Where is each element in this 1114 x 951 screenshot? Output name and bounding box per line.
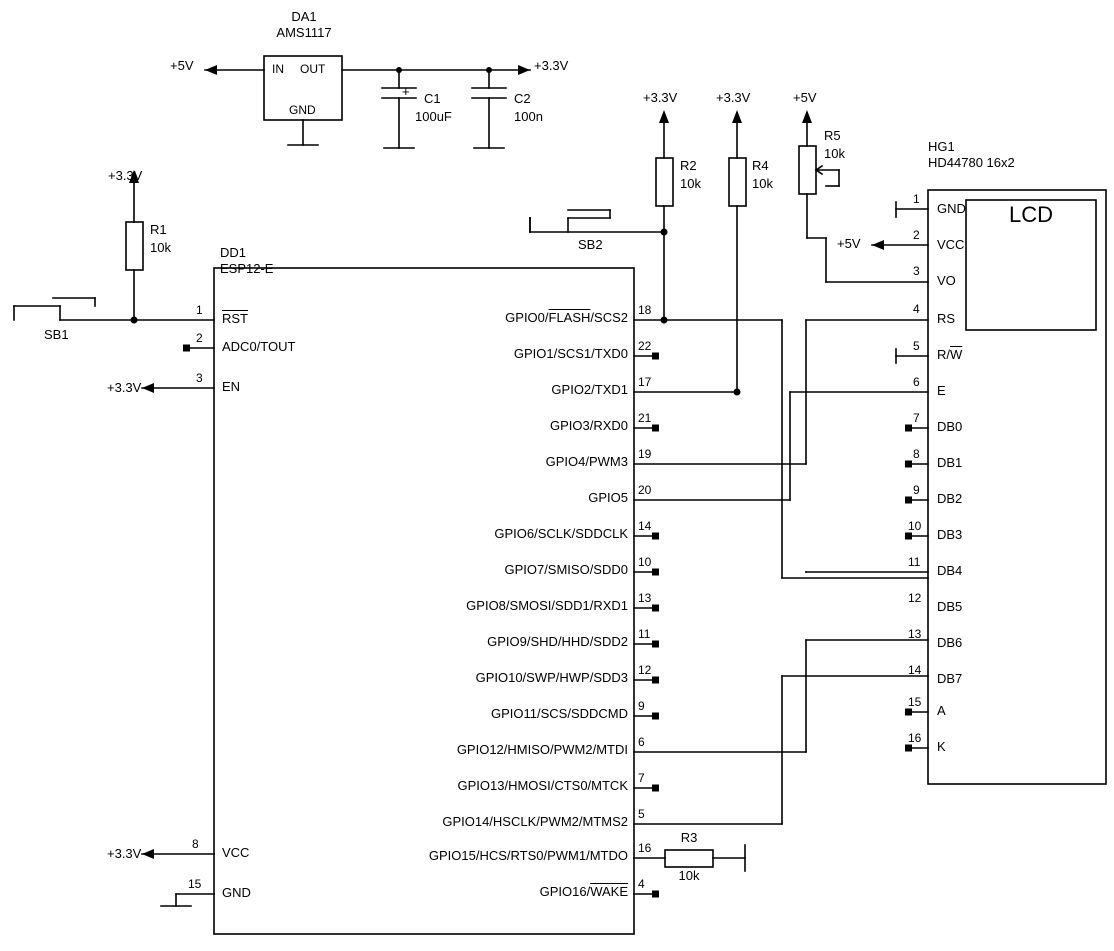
mcu-right-pin-num-13: 13 [638, 591, 652, 605]
lcd-pin-name-db0: DB0 [937, 419, 963, 434]
mcu-left-pin-name-adc0: ADC0/TOUT [222, 339, 296, 354]
mcu-right-pin-num-4: 4 [638, 877, 645, 891]
mcu-right-pin-name-gpio2: GPIO2/TXD1 [551, 382, 628, 397]
power-label-33v-r2: +3.3V [643, 90, 678, 105]
lcd-pin-num-7: 7 [913, 411, 920, 425]
lcd-pin-num-15: 15 [908, 695, 922, 709]
lcd-pin-num-1: 1 [913, 192, 920, 206]
lcd-screen-label: LCD [1008, 202, 1053, 227]
lcd-pin-name-a: A [937, 703, 946, 718]
mcu-right-pin-name-gpio13: GPIO13/HMOSI/CTS0/MTCK [457, 778, 628, 793]
mcu-right-pin-name-gpio7: GPIO7/SMISO/SDD0 [504, 562, 628, 577]
mcu-left-pin-name-rst: $\overline{RST}$ [222, 311, 248, 326]
dd1-part: ESP12-E [220, 261, 274, 276]
mcu-right-pin-name-gpio5: GPIO5 [588, 490, 628, 505]
lcd-pin-name-k: K [937, 739, 946, 754]
mcu-right-pin-name-gpio10: GPIO10/SWP/HWP/SDD3 [475, 670, 628, 685]
lcd-pin-num-14: 14 [908, 663, 922, 677]
r3-value: 10k [678, 868, 700, 883]
lcd-pin-num-10: 10 [908, 519, 922, 533]
mcu-right-pin-name-gpio11: GPIO11/SCS/SDDCMD [490, 706, 628, 721]
lcd-pin-name-db2: DB2 [937, 491, 963, 506]
r3-ref: R3 [680, 830, 698, 845]
mcu-right-pin-name-gpio14: GPIO14/HSCLK/PWM2/MTMS2 [442, 814, 628, 829]
mcu-left-pin-num-1: 1 [196, 303, 203, 317]
mcu-right-pin-num-7: 7 [638, 771, 645, 785]
power-label-33v-out: +3.3V [534, 58, 569, 73]
lcd-pin-name-db4: DB4 [937, 563, 963, 578]
hg1-ref: HG1 [928, 139, 955, 154]
power-label-5v-r5: +5V [793, 90, 817, 105]
lcd-pin-num-4: 4 [913, 302, 920, 316]
mcu-right-pin-name-gpio12: GPIO12/HMISO/PWM2/MTDI [456, 742, 628, 757]
r5-value: 10k [824, 146, 845, 161]
c2-ref: C2 [514, 91, 531, 106]
r1-value: 10k [150, 240, 171, 255]
r2-ref: R2 [680, 158, 697, 173]
mcu-right-pin-name-gpio0: GPIO0/FLASH/SCS2 [505, 310, 628, 325]
lcd-pin-name-rw: $R/\overline{W}$ [937, 347, 963, 362]
power-label-33v-en: +3.3V [107, 380, 142, 395]
lcd-pin-num-3: 3 [913, 264, 920, 278]
lcd-pin-num-9: 9 [913, 483, 920, 497]
r4-ref: R4 [752, 158, 769, 173]
r1-ref: R1 [150, 222, 167, 237]
lcd-pin-name-db6: DB6 [937, 635, 963, 650]
da1-pin-gnd: GND [289, 103, 316, 117]
power-label-5v-lcd: +5V [837, 236, 861, 251]
mcu-right-pin-num-19: 19 [638, 447, 652, 461]
mcu-left-pin-name-vcc: VCC [222, 845, 250, 860]
mcu-right-pin-num-16: 16 [638, 841, 652, 855]
lcd-pin-name-vo: VO [937, 273, 956, 288]
lcd-pin-name-rs: RS [937, 311, 956, 326]
hg1-part: HD44780 16x2 [928, 155, 1015, 170]
r5-ref: R5 [824, 128, 841, 143]
power-label-33v-r4: +3.3V [716, 90, 751, 105]
mcu-right-pin-name-gpio3: GPIO3/RXD0 [549, 418, 628, 433]
mcu-left-pin-name-gnd: GND [222, 885, 251, 900]
mcu-right-pin-num-20: 20 [638, 483, 652, 497]
mcu-right-pin-num-18: 18 [638, 303, 652, 317]
lcd-pin-num-12: 12 [908, 591, 922, 605]
mcu-left-pin-name-en: EN [222, 379, 241, 394]
mcu-right-pin-num-12: 12 [638, 663, 652, 677]
da1-value: AMS1117 [276, 25, 332, 40]
lcd-pin-name-db3: DB3 [937, 527, 963, 542]
mcu-right-pin-name-gpio9: GPIO9/SHD/HHD/SDD2 [487, 634, 628, 649]
lcd-pin-num-13: 13 [908, 627, 922, 641]
lcd-pin-num-16: 16 [908, 731, 922, 745]
mcu-right-pin-name-gpio8: GPIO8/SMOSI/SDD1/RXD1 [466, 598, 628, 613]
mcu-right-pin-num-22: 22 [638, 339, 652, 353]
lcd-pin-name-db1: DB1 [937, 455, 963, 470]
mcu-right-pin-name-gpio15: GPIO15/HCS/RTS0/PWM1/MTDO [428, 848, 628, 863]
r2-value: 10k [680, 176, 701, 191]
lcd-pin-name-db7: DB7 [937, 671, 963, 686]
lcd-pin-name-e: E [937, 383, 946, 398]
mcu-right-pin-num-6: 6 [638, 735, 645, 749]
mcu-left-pin-num-2: 2 [196, 331, 203, 345]
mcu-right-pin-num-9: 9 [638, 699, 645, 713]
r4-value: 10k [752, 176, 773, 191]
mcu-right-pin-num-11: 11 [638, 627, 651, 641]
mcu-right-pin-num-10: 10 [638, 555, 652, 569]
mcu-left-pin-num-8: 8 [192, 837, 199, 851]
mcu-right-pin-name-gpio16: GPIO16/WAKE [539, 884, 628, 899]
mcu-right-pin-name-gpio6: GPIO6/SCLK/SDDCLK [494, 526, 628, 541]
c1-polarity: + [402, 84, 410, 99]
da1-pin-in: IN [272, 62, 284, 76]
mcu-right-pin-num-21: 21 [638, 411, 652, 425]
mcu-right-pin-num-5: 5 [638, 807, 645, 821]
power-label-5v-in: +5V [170, 58, 194, 73]
lcd-pin-num-2: 2 [913, 228, 920, 242]
c1-ref: C1 [424, 91, 441, 106]
lcd-pin-num-5: 5 [913, 339, 920, 353]
mcu-left-pin-num-3: 3 [196, 371, 203, 385]
lcd-pin-num-8: 8 [913, 447, 920, 461]
power-label-33v-vcc: +3.3V [107, 846, 142, 861]
mcu-right-pin-name-gpio1: GPIO1/SCS1/TXD0 [513, 346, 628, 361]
lcd-pin-name-db5: DB5 [937, 599, 963, 614]
sb1-ref: SB1 [44, 327, 69, 342]
lcd-pin-num-6: 6 [913, 375, 920, 389]
mcu-right-pin-num-14: 14 [638, 519, 652, 533]
mcu-right-pin-name-gpio4: GPIO4/PWM3 [545, 454, 628, 469]
c2-value: 100n [514, 109, 543, 124]
mcu-left-pin-num-15: 15 [188, 877, 202, 891]
power-label-33v-r1: +3.3V [108, 168, 143, 183]
mcu-right-pin-num-17: 17 [638, 375, 652, 389]
da1-pin-out: OUT [300, 62, 326, 76]
da1-ref: DA1 [291, 9, 317, 24]
lcd-pin-name-gnd: GND [937, 201, 966, 216]
lcd-pin-num-11: 11 [908, 555, 921, 569]
lcd-pin-name-vcc: VCC [937, 237, 965, 252]
sb2-ref: SB2 [578, 237, 603, 252]
c1-value: 100uF [415, 109, 452, 124]
dd1-ref: DD1 [220, 245, 247, 260]
